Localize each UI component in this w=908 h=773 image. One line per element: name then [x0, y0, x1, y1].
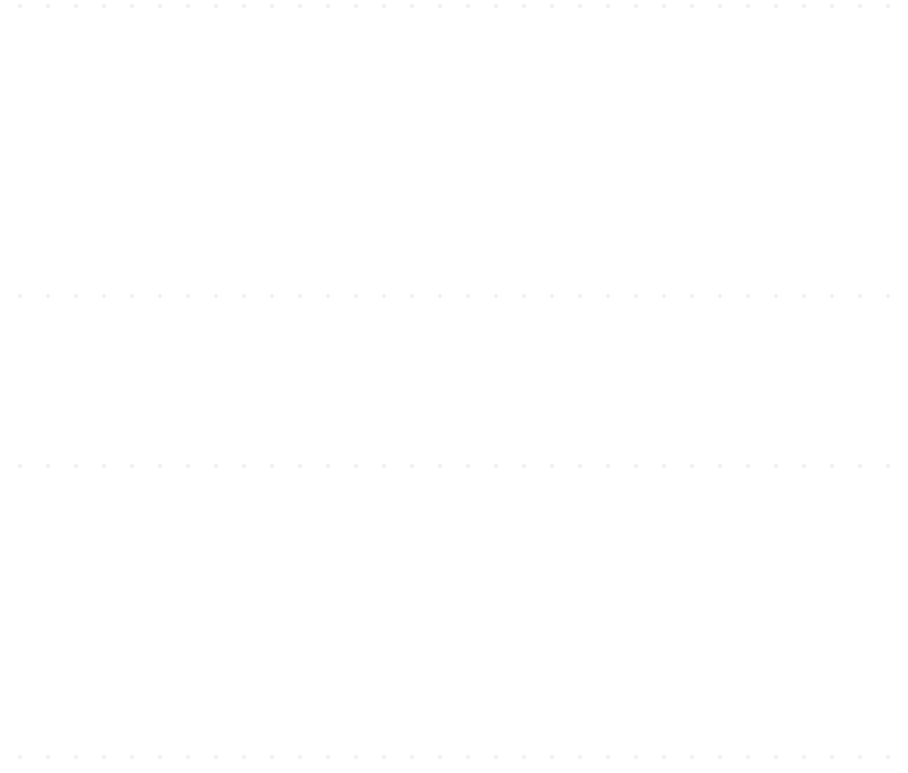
dot-row-1: [0, 0, 908, 12]
dot-row-2: [0, 290, 908, 302]
dot-row-4: [0, 751, 908, 763]
dot-row-3: [0, 460, 908, 472]
